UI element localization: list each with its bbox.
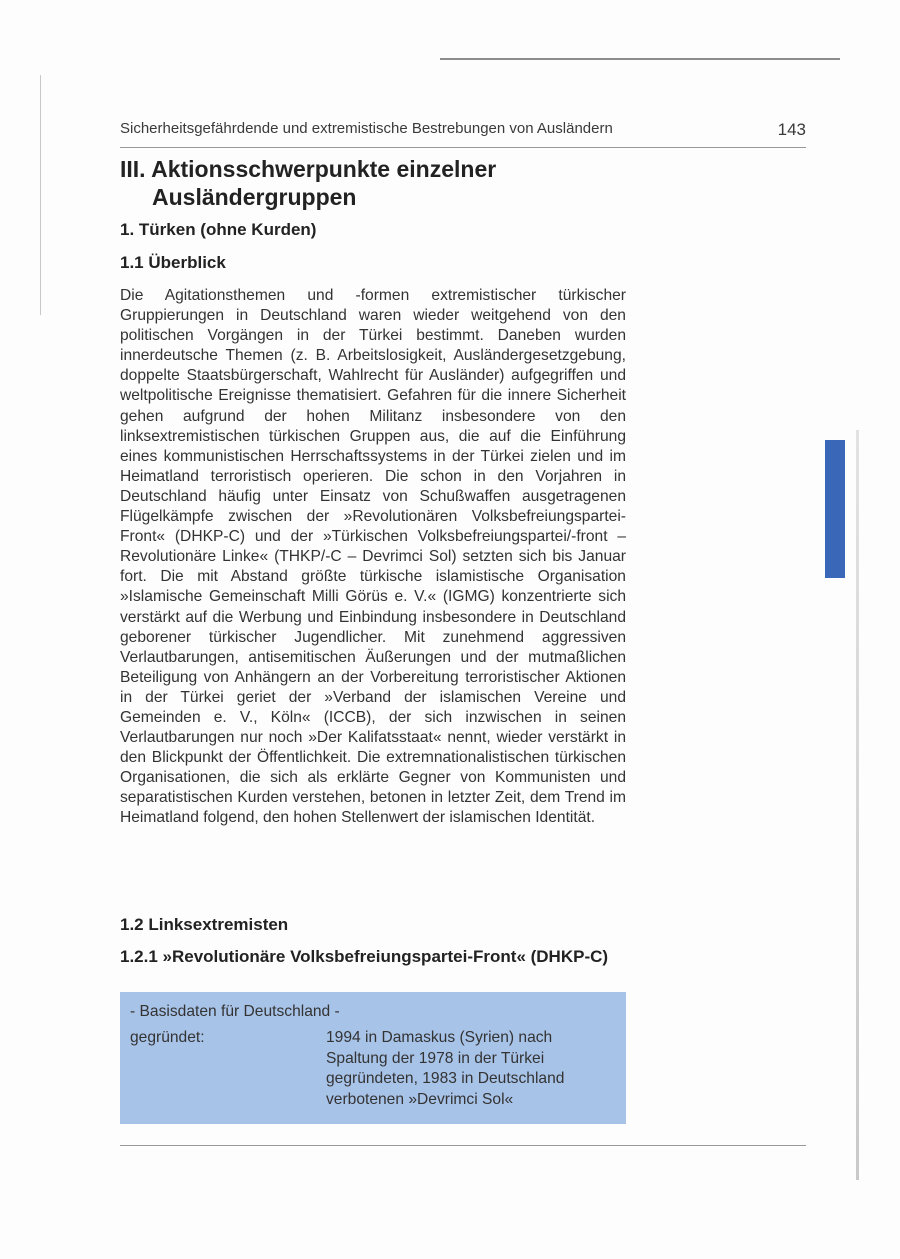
section-heading-1-2-1: 1.2.1 »Revolutionäre Volksbefreiungspartei-Front« (DHKP-C): [120, 947, 609, 966]
page-number: 143: [777, 120, 806, 139]
chapter-tab-marker: [825, 440, 845, 578]
section-heading-1-2: 1.2 Linksextremisten: [120, 915, 289, 934]
section-heading-1-1: 1.1 Überblick: [120, 253, 226, 272]
header-rule: [120, 147, 806, 148]
chapter-title-line2: Ausländergruppen: [152, 184, 357, 210]
running-header: [120, 120, 806, 137]
founded-label: gegründet:: [130, 1029, 205, 1046]
bottom-rule: [120, 1145, 806, 1146]
running-title: Sicherheitsgefährdende und extremistische Bestrebungen von Ausländern: [120, 120, 613, 137]
basisdaten-infobox: [120, 992, 626, 1124]
left-scan-mark: [40, 75, 41, 315]
top-scan-rule: [440, 58, 840, 60]
founded-value: 1994 in Damaskus (Syrien) nach Spaltung der 1978 in der Türkei gegründeten, 1983 in Deutschland verbotenen »Devrimci Sol«: [326, 1029, 565, 1108]
right-scan-mark: [856, 430, 859, 1180]
body-paragraph: Die Agitationsthemen und -formen extremistischer türkischer Gruppierungen in Deutschland waren wieder weitgehend von den politischen Vorgängen in der Türkei bestimmt. Daneben wurden innerdeutsche Themen (z. B. Arbeitslosigkeit, Ausländergesetzgebung, doppelte Staatsbürgerschaft, Wahlrecht für Ausländer) aufgegriffen und weltpolitische Ereignisse thematisiert. Gefahren für die innere Sicherheit gehen aufgrund der hohen Militanz insbesondere von den linksextremistischen türkischen Gruppen aus, die auf die Einführung eines kommunistischen Herrschaftssystems in der Türkei zielen und im Heimatland terroristisch operieren. Die schon in den Vorjahren in Deutschland häufig unter Einsatz von Schußwaffen ausgetragenen Flügelkämpfe zwischen der »Revolutionären Volksbefreiungspartei-Front« (DHKP-C) und der »Türkischen Volksbefreiungspartei/-front – Revolutionäre Linke« (THKP/-C – Devrimci Sol) setzten sich bis Januar fort. Die mit Abstand größte türkische islamistische Organisation »Islamische Gemeinschaft Milli Görüs e. V.« (IGMG) konzentrierte sich verstärkt auf die Werbung und Einbindung insbesondere in Deutschland geborener türkischer Jugendlicher. Mit zunehmend aggressiven Verlautbarungen, antisemitischen Äußerungen und der mutmaßlichen Beteiligung von Anhängern an der Vorbereitung terroristischer Aktionen in der Türkei geriet der »Verband der islamischen Vereine und Gemeinden e. V., Köln« (ICCB), der sich inzwischen in seinen Verlautbarungen nur noch »Der Kalifatsstaat« nennt, wieder verstärkt in den Blickpunkt der Öffentlichkeit. Die extremnationalistischen türkischen Organisationen, die sich als erklärte Gegner von Kommunisten und separatistischen Kurden verstehen, betonen in letzter Zeit, dem Trend im Heimatland folgend, den hohen Stellenwert der islamischen Identität.: [120, 287, 626, 827]
chapter-title-line1: III. Aktionsschwerpunkte einzelner: [120, 156, 497, 182]
section-heading-1: 1. Türken (ohne Kurden): [120, 220, 317, 239]
infobox-title: - Basisdaten für Deutschland -: [130, 1003, 340, 1020]
chapter-title: [120, 155, 720, 211]
